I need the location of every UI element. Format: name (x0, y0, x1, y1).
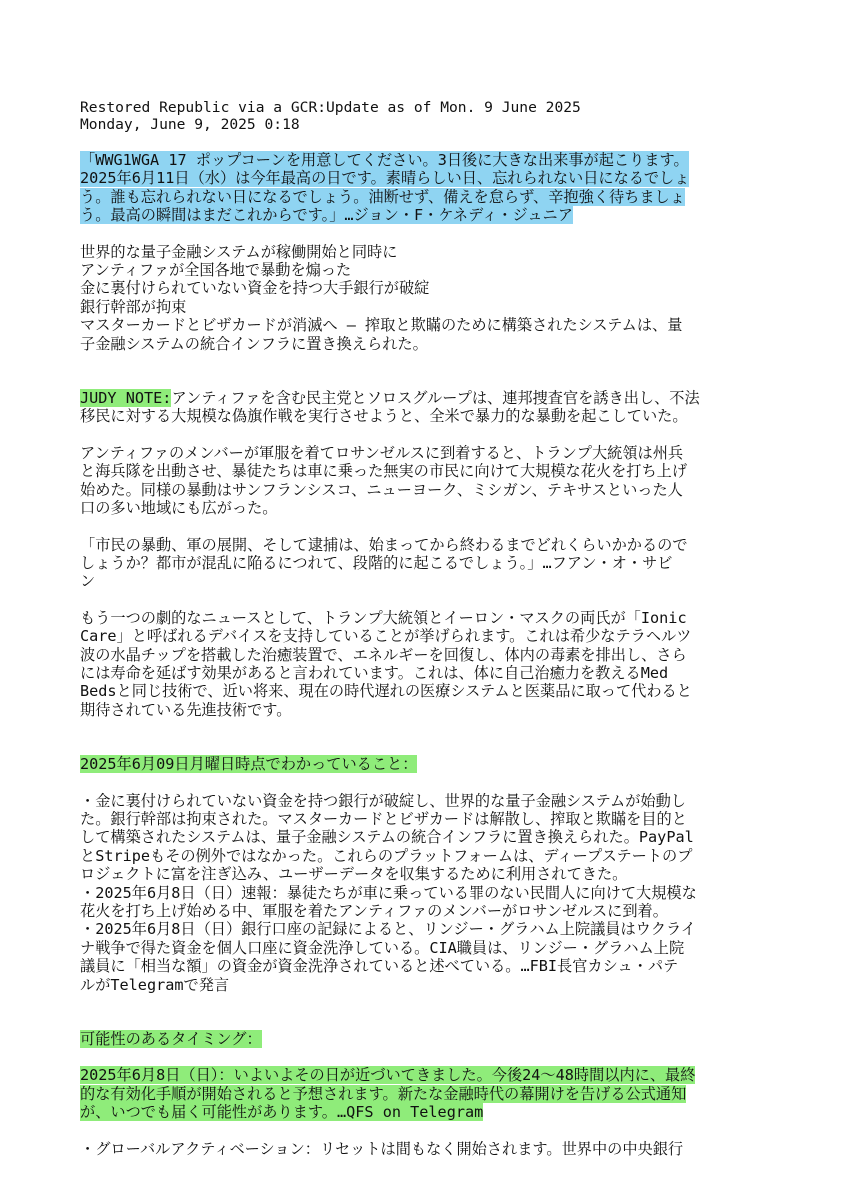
judy-note-label: JUDY NOTE: (80, 389, 172, 408)
headline-line: マスターカードとビザカードが消滅へ ― 搾取と欺瞞のために構築されたシステムは、量 (80, 316, 683, 335)
paragraph-line: ン (80, 572, 96, 591)
timing-highlight-line: 的な有効化手順が開始されると予想されます。新たな金融時代の幕開けを告げる公式通知 (80, 1084, 687, 1103)
document-title: Restored Republic via a GCR:Update as of Mon. 9 June 2025 (80, 99, 581, 116)
paragraph-line: 口の多い地域にも広がった。 (80, 499, 278, 518)
jfk-quote-block (80, 151, 770, 225)
known-section-body (80, 792, 770, 994)
headline-line: 子金融システムの統合インフラに置き換えられた。 (80, 334, 428, 353)
headline-line: 金に裏付けられていない資金を持つ大手銀行が破綻 (80, 279, 430, 298)
paragraph-line: 議員に「相当な額」の資金が資金洗浄されていると述べている。…FBI長官カシュ・パテ (80, 957, 679, 976)
antifa-paragraph (80, 444, 770, 518)
timing-highlight-block (80, 1066, 770, 1121)
paragraph-line: には寿命を延ばす効果があると言われています。これは、体に自己治癒力を教えるMed (80, 663, 669, 682)
timing-highlight-line: 2025年6月8日（日）：いよいよその日が近づいてきました。今後24～48時間以内に、最終 (80, 1066, 696, 1085)
jfk-quote-line: う。誰も忘れられない日になるでしょう。油断せず、備えを怠らず、辛抱強く待ちましょ (80, 187, 685, 206)
paragraph-line: た。銀行幹部は拘束された。マスターカードとビザカードは解散し、搾取と欺瞞を目的と (80, 809, 687, 828)
paragraph-line: ロジェクトに富を注ぎ込み、ユーザーデータを収集するために利用されてきた。 (80, 865, 628, 884)
paragraph-line: Bedsと同じ技術で、近い将来、現在の時代遅れの医療システムと医薬品に取って代わると (80, 682, 692, 701)
paragraph-line: ・グローバルアクティベーション：リセットは間もなく開始されます。世界中の中央銀行 (80, 1139, 684, 1158)
paragraph-line: アンティファのメンバーが軍服を着てロサンゼルスに到着すると、トランプ大統領は州兵 (80, 443, 684, 462)
timing-section-heading-row (80, 1030, 770, 1048)
paragraph-line: ナ戦争で得た資金を個人口座に資金洗浄している。CIA職員は、リンジー・グラハム上院 (80, 938, 685, 957)
paragraph-line: ルがTelegramで発言 (80, 975, 230, 994)
known-section-heading-row (80, 755, 770, 773)
judy-note-block (80, 389, 770, 426)
global-activation-paragraph (80, 1140, 770, 1158)
paragraph-line: ・2025年6月8日（日）銀行口座の記録によると、リンジー・グラハム上院議員はウクライ (80, 920, 696, 939)
jfk-quote-line: 「WWG1WGA 17 ポップコーンを用意してください。3日後に大きな出来事が起こります。 (80, 151, 689, 169)
paragraph-line: 波の水晶チップを搭載した治癒装置で、エネルギーを回復し、体内の毒素を排出し、さら (80, 645, 687, 664)
paragraph-line: 期待されている先進技術です。 (80, 700, 292, 719)
paragraph-line: もう一つの劇的なニュースとして、トランプ大統領とイーロン・マスクの両氏が「Ionic (80, 608, 687, 627)
paragraph-line: 始めた。同様の暴動はサンフランシスコ、ニューヨーク、ミシガン、テキサスといった人 (80, 480, 683, 499)
headline-line: 世界的な量子金融システムが稼働開始と同時に (80, 242, 398, 261)
paragraph-line: 「市民の暴動、軍の展開、そして逮捕は、始まってから終わるまでどれくらいかかるので (80, 535, 688, 554)
paragraph-line: とStripeもその例外ではなかった。これらのプラットフォームは、ディープステートのプ (80, 846, 693, 865)
timing-highlight-line: が、いつでも届く可能性があります。…QFS on Telegram (80, 1103, 484, 1122)
paragraph-line: ・2025年6月8日（日）速報：暴徒たちが車に乗っている罪のない民間人に向けて大規模な (80, 883, 697, 902)
document-page (80, 99, 770, 1158)
juan-quote-paragraph (80, 536, 770, 591)
headline-line: アンティファが全国各地で暴動を煽った (80, 261, 352, 280)
timing-section-heading: 可能性のあるタイミング： (80, 1030, 262, 1049)
paragraph-line: しょうか？都市が混乱に陥るにつれて、段階的に起こるでしょう。」…フアン・オ・サビ (80, 553, 673, 572)
jfk-quote-line: う。最高の瞬間はまだこれからです。」…ジョン・F・ケネディ・ジュニア (80, 206, 573, 225)
paragraph-line: Care」と呼ばれるデバイスを支持していることが挙げられます。これは希少なテラヘルツ (80, 627, 692, 646)
headlines-block (80, 243, 770, 353)
judy-note-text: アンティファを含む民主党とソロスグループは、連邦捜査官を誘き出し、不法 (171, 389, 700, 408)
paragraph-line: 花火を打ち上げ始める中、軍服を着たアンティファのメンバーがロサンゼルスに到着。 (80, 902, 668, 920)
ionic-care-paragraph (80, 609, 770, 719)
paragraph-line: と海兵隊を出動させ、暴徒たちは車に乗った無実の市民に向けて大規模な花火を打ち上げ (80, 462, 688, 481)
headline-line: 銀行幹部が拘束 (80, 297, 187, 316)
document-datetime: Monday, June 9, 2025 0:18 (80, 116, 300, 133)
document-header (80, 99, 770, 133)
paragraph-line: ・金に裏付けられていない資金を持つ銀行が破綻し、世界的な量子金融システムが始動し (80, 791, 686, 810)
known-section-heading: 2025年6月09日月曜日時点でわかっていること： (80, 755, 418, 774)
paragraph-line: して構築されたシステムは、量子金融システムの統合インフラに置き換えられた。PayPal (80, 828, 694, 847)
jfk-quote-line: 2025年6月11日（水）は今年最高の日です。素晴らしい日、忘れられない日になるでしょ (80, 169, 690, 188)
judy-note-text: 移民に対する大規模な偽旗作戦を実行させようと、全米で暴力的な暴動を起こしていた。 (80, 407, 688, 426)
